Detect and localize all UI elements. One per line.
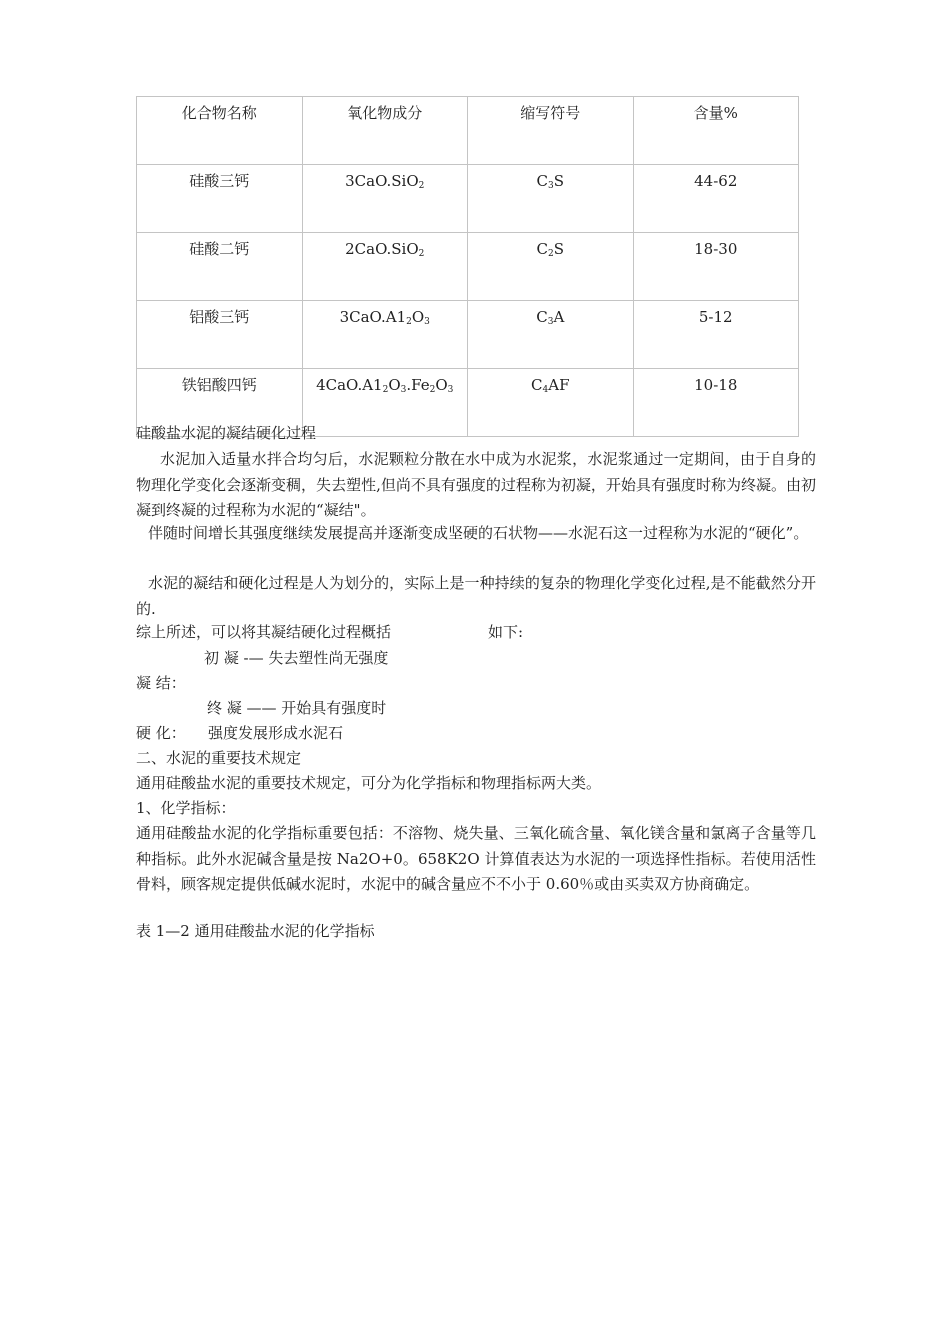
final-set-line: 终 凝 —— 开始具有强度时	[207, 699, 387, 717]
table-header-cell: 含量%	[633, 97, 799, 165]
hardening-line	[136, 721, 816, 746]
content-cell: 18-30	[633, 233, 799, 301]
table-row	[137, 301, 799, 369]
table-header-cell: 氧化物成分	[302, 97, 468, 165]
summary-line	[136, 620, 816, 645]
symbol-cell: $C_3A$	[468, 301, 634, 369]
table-header-cell: 缩写符号	[468, 97, 634, 165]
symbol-cell: $C_4AF$	[468, 369, 634, 437]
paragraph-hardening: 伴随时间增长其强度继续发展提高并逐渐变成坚硬的石状物——水泥石这一过程称为水泥的“硬化”。	[148, 524, 809, 542]
symbol-cell: $C_3S$	[468, 165, 634, 233]
section-title: 硅酸盐水泥的凝结硬化过程	[136, 424, 317, 442]
content-cell: 44-62	[633, 165, 799, 233]
compound-table	[136, 96, 799, 437]
summary-left: 综上所述，可以将其凝结硬化过程概括	[136, 623, 392, 641]
table-row	[137, 233, 799, 301]
heading-technical-rules: 二、水泥的重要技术规定	[136, 749, 302, 767]
intro-technical-rules: 通用硅酸盐水泥的重要技术规定，可分为化学指标和物理指标两大类。	[136, 774, 602, 792]
paragraph-continuous: 水泥的凝结和硬化过程是人为划分的，实际上是一种持续的复杂的物理化学变化过程,是不能截然分开的.	[136, 574, 816, 618]
table-row	[137, 165, 799, 233]
compound-name-cell: 硅酸三钙	[137, 165, 303, 233]
paragraph-chemical-indicators: 通用硅酸盐水泥的化学指标重要包括：不溶物、烧失量、三氧化硫含量、氧化镁含量和氯离子含量等几种指标。此外水泥碱含量是按 Na2O+0。658K2O 计算值表达为水泥的一项选择性指标。若使用活性骨料，顾客规定提供低碱水泥时，水泥中的碱含量应不不小于 0.60％或由买卖双方协商确定。	[136, 824, 816, 893]
oxide-cell: 2CaO.SiO$_2$	[302, 233, 468, 301]
compound-name-cell: 硅酸二钙	[137, 233, 303, 301]
content-cell: 5-12	[633, 301, 799, 369]
table-header-cell: 化合物名称	[137, 97, 303, 165]
oxide-cell: $4CaO.A1_2O_3.Fe_2O_3$	[302, 369, 468, 437]
heading-chemical-indicators: 1、化学指标：	[136, 799, 236, 817]
compound-name-cell: 铝酸三钙	[137, 301, 303, 369]
paragraph-setting: 水泥加入适量水拌合均匀后，水泥颗粒分散在水中成为水泥浆，水泥浆通过一定期间，由于自身的物理化学变化会逐渐变稠，失去塑性,但尚不具有强度的过程称为初凝，开始具有强度时称为终凝。由初凝到终凝的过程称为水泥的“凝结"。	[136, 450, 816, 519]
oxide-cell: 3CaO.SiO$_2$	[302, 165, 468, 233]
compound-name-cell: 铁铝酸四钙	[137, 369, 303, 437]
oxide-cell: $3CaO.A1_2O_3$	[302, 301, 468, 369]
setting-label: 凝 结：	[136, 674, 186, 692]
table-header-row	[137, 97, 799, 165]
hardening-text: 强度发展形成水泥石	[208, 724, 344, 742]
content-cell: 10-18	[633, 369, 799, 437]
summary-right: 如下:	[488, 623, 524, 641]
symbol-cell: $C_2S$	[468, 233, 634, 301]
initial-set-line: 初 凝 -— 失去塑性尚无强度	[204, 649, 389, 667]
hardening-label: 硬 化：	[136, 724, 186, 742]
table-caption: 表 1—2 通用硅酸盐水泥的化学指标	[136, 922, 375, 940]
